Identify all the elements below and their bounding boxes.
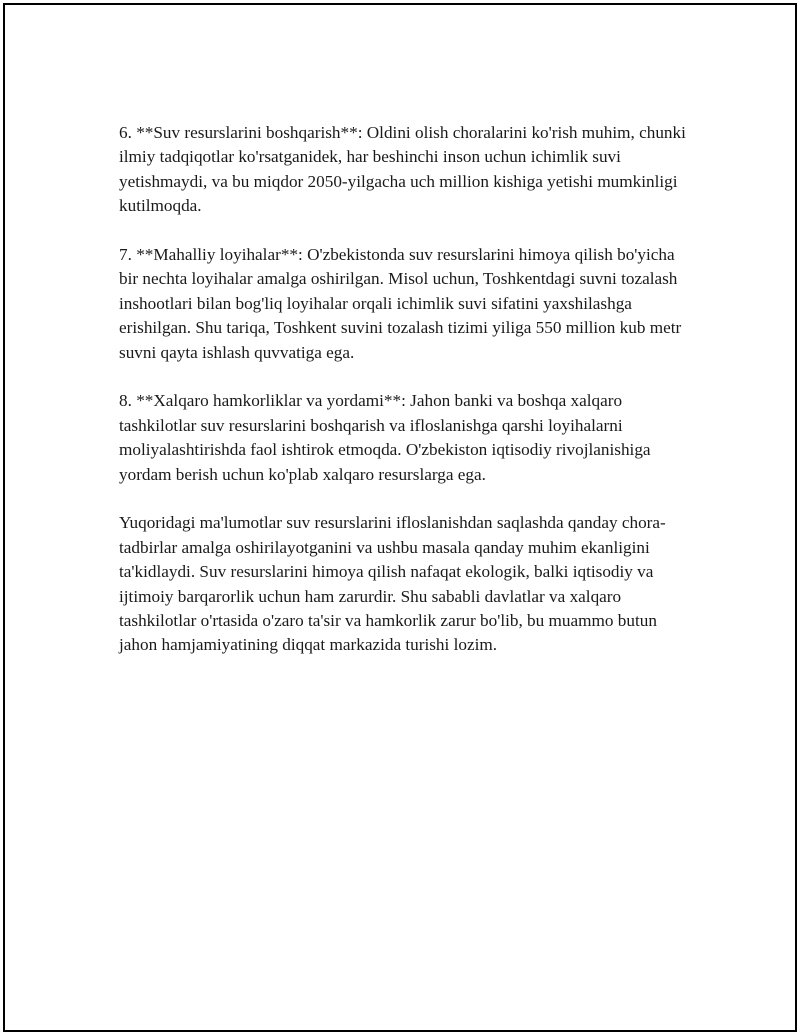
paragraph-conclusion: Yuqoridagi ma'lumotlar suv resurslarini ifloslanishdan saqlashda qanday chora-tadbirlar amalga oshirilayotganini va ushbu masala qanday muhim ekanligini ta'kidlaydi. Suv resurslarini himoya qilish nafaqat ekologik, balki iqtisodiy va ijtimoiy barqarorlik uchun ham zarurdir. Shu sababli davlatlar va xalqaro tashkilotlar o'rtasida o'zaro ta'sir va hamkorlik zarur bo'lib, bu muammo butun jahon hamjamiyatining diqqat markazida turishi lozim. bbox=[119, 513, 666, 655]
paragraph-international-cooperation: 8. **Xalqaro hamkorliklar va yordami**: Jahon banki va boshqa xalqaro tashkilotlar suv resurslarini boshqarish va ifloslanishga qarshi loyihalarni moliyalashtirishda faol ishtirok etmoqda. O'zbekiston iqtisodiy rivojlanishiga yordam berish uchun ko'plab xalqaro resurslarga ega. bbox=[119, 391, 651, 484]
document-body bbox=[119, 121, 689, 682]
document-page bbox=[3, 3, 797, 1032]
paragraph-water-management: 6. **Suv resurslarini boshqarish**: Oldini olish choralarini ko'rish muhim, chunki ilmiy tadqiqotlar ko'rsatganidek, har beshinchi inson uchun ichimlik suvi yetishmaydi, va bu miqdor 2050-yilgacha uch million kishiga yetishi mumkinligi kutilmoqda. bbox=[119, 123, 686, 216]
paragraph-local-projects: 7. **Mahalliy loyihalar**: O'zbekistonda suv resurslarini himoya qilish bo'yicha bir nechta loyihalar amalga oshirilgan. Misol uchun, Toshkentdagi suvni tozalash inshootlari bilan bog'liq loyihalar orqali ichimlik suvi sifatini yaxshilashga erishilgan. Shu tariqa, Toshkent suvini tozalash tizimi yiliga 550 million kub metr suvni qayta ishlash quvvatiga ega. bbox=[119, 245, 682, 362]
